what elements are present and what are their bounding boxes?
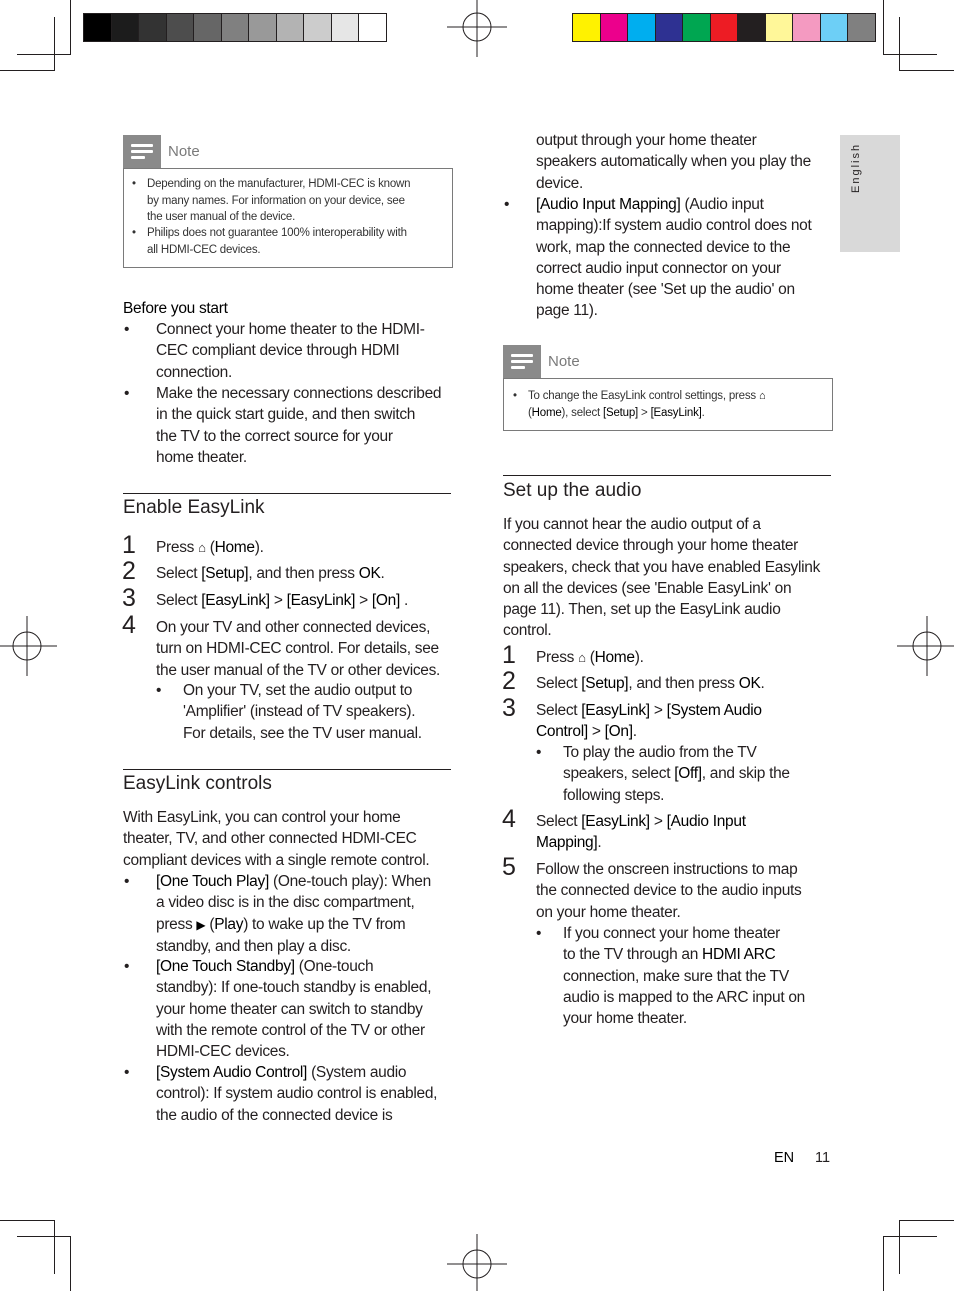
note-icon [503,345,541,378]
registration-mark-icon [447,1234,507,1294]
color-swatch [766,14,794,41]
play-icon: ▶ [196,917,206,932]
crop-mark [899,70,954,71]
page-number: 11 [815,1150,831,1166]
home-icon: ⌂ [758,390,766,402]
note-item: • Philips does not guarantee 100% interoperability with all HDMI-CEC devices. [132,227,407,256]
home-icon: ⌂ [578,650,586,665]
step-text: Press ⌂ (Home). [156,537,264,558]
paragraph: output through your home theater speakers automatically when you play the device. [536,132,811,192]
crop-mark [883,0,884,55]
note-icon [123,135,161,168]
step-number: 5 [502,853,516,881]
language-tab [840,135,900,252]
crop-mark [54,1220,55,1274]
color-swatch [656,14,684,41]
color-swatch [848,14,875,41]
crop-mark [0,70,55,71]
gray-swatch [222,14,250,41]
crop-mark [17,1236,71,1237]
step-number: 4 [122,611,136,639]
section-rule [123,493,451,494]
step-text: Select [EasyLink] > [System Audio Control] > [On]. [536,702,762,741]
gray-swatch [332,14,360,41]
step-text: Follow the onscreen instructions to map the connected device to the audio inputs on your home theater. [536,861,802,921]
section-title: EasyLink controls [123,773,272,794]
registration-mark-icon [447,0,507,57]
crop-mark [70,0,71,55]
gray-swatch [194,14,222,41]
step-text: Press ⌂ (Home). [536,647,644,668]
note-item: • To change the EasyLink control settings, press ⌂ (Home), select [Setup] > [EasyLink]. [513,390,766,419]
step-number: 3 [122,584,136,612]
step-number: 1 [502,641,516,669]
registration-mark-icon [897,616,954,676]
section-title: Set up the audio [503,480,642,501]
crop-mark [883,1236,937,1237]
section-title: Enable EasyLink [123,497,265,518]
before-heading: Before you start [123,300,228,317]
registration-mark-icon [0,616,57,676]
sub-item: • To play the audio from the TV speakers, select [Off], and skip the following steps. [536,744,790,804]
step-number: 2 [502,667,516,695]
cmyk-color-bar [572,13,876,42]
gray-swatch [84,14,112,41]
sub-item: • If you connect your home theater to the TV through an HDMI ARC connection, make sure that the TV audio is mapped to the ARC input on your home theater. [536,925,805,1028]
crop-mark [17,54,71,55]
step-number: 3 [502,694,516,722]
section-rule [123,769,451,770]
gray-swatch [277,14,305,41]
gray-swatch [139,14,167,41]
list-item: • [One Touch Standby] (One-touch standby): If one-touch standby is enabled, your home theater can switch to standby with the remote control of the TV or other HDMI-CEC devices. [124,958,432,1061]
step-number: 4 [502,805,516,833]
list-item: • [One Touch Play] (One-touch play): When a video disc is in the disc compartment, press ▶ (Play) to wake up the TV from standby, and then play a disc. [124,873,431,955]
home-icon: ⌂ [198,540,206,555]
gray-swatch [359,14,386,41]
color-swatch [793,14,821,41]
paragraph: If you cannot hear the audio output of a connected device through your home theater speakers, check that you have enabled Easylink on all the devices (see 'Enable EasyLink' on page 11). Then, set up the EasyLink audio control. [503,516,821,640]
step-number: 1 [122,531,136,559]
color-swatch [601,14,629,41]
note-label: Note [548,353,580,370]
footer-language: EN [774,1150,795,1166]
gray-swatch [249,14,277,41]
gray-swatch [167,14,195,41]
color-swatch [573,14,601,41]
note-label: Note [168,143,200,160]
color-swatch [821,14,849,41]
section-rule [503,475,831,476]
color-swatch [683,14,711,41]
gray-swatch [112,14,140,41]
step-text: On your TV and other connected devices, turn on HDMI-CEC control. For details, see the user manual of the TV or other devices. [156,619,441,679]
paragraph: With EasyLink, you can control your home theater, TV, and other connected HDMI-CEC compliant devices with a single remote control. [123,809,430,869]
color-swatch [628,14,656,41]
crop-mark [899,17,900,71]
note-item: • Depending on the manufacturer, HDMI-CEC is known by many names. For information on your device, see the user manual of the device. [132,178,411,223]
crop-mark [70,1236,71,1291]
crop-mark [883,54,937,55]
crop-mark [899,1220,900,1274]
crop-mark [883,1236,884,1291]
list-item: • [System Audio Control] (System audio control): If system audio control is enabled, the audio of the connected device is [124,1064,438,1124]
list-item: • [Audio Input Mapping] (Audio input mapping):If system audio control does not work, map the connected device to the correct audio input connector on your home theater (see 'Set up the audio' on page 11). [504,196,812,320]
list-item: • Connect your home theater to the HDMI- CEC compliant device through HDMI connection. [124,321,425,381]
crop-mark [0,1220,55,1221]
color-swatch [738,14,766,41]
language-label: English [850,142,862,193]
crop-mark [54,17,55,71]
crop-mark [899,1220,954,1221]
step-text: Select [EasyLink] > [EasyLink] > [On] . [156,592,408,609]
gray-color-bar [83,13,387,42]
gray-swatch [304,14,332,41]
sub-item: • On your TV, set the audio output to 'Amplifier' (instead of TV speakers). For details, see the TV user manual. [156,682,422,742]
step-number: 2 [122,557,136,585]
step-text: Select [Setup], and then press OK. [536,675,765,692]
color-swatch [711,14,739,41]
step-text: Select [Setup], and then press OK. [156,565,385,582]
list-item: • Make the necessary connections described in the quick start guide, and then switch the TV to the correct source for your home theater. [124,385,442,466]
step-text: Select [EasyLink] > [Audio Input Mapping]. [536,813,746,852]
